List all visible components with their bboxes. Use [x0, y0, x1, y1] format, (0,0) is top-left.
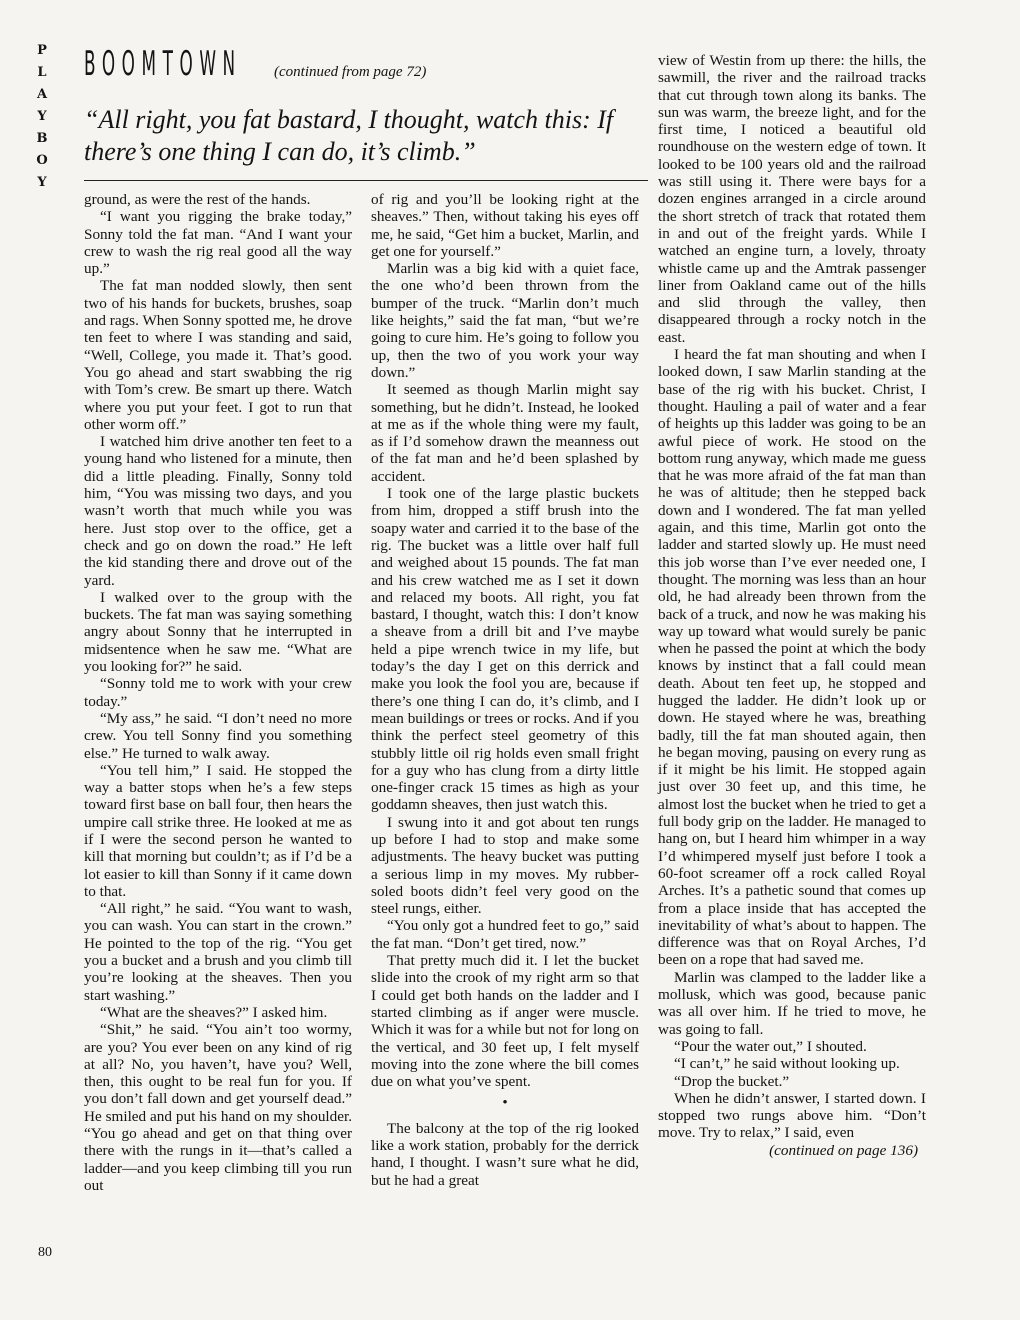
paragraph: The balcony at the top of the rig looked like a work station, probably for the derrick hand, I thought. I wasn’t sure what he did, but he had a great — [371, 1119, 639, 1189]
side-label-letter: Y — [37, 175, 47, 190]
paragraph: “Drop the bucket.” — [674, 1072, 790, 1090]
paragraph: That pretty much did it. I let the bucket slide into the crook of my right arm so that I could get both hands on the ladder and I started climbing as if anger were muscle. Which it was for a while but not for long on the vertical, and 30 feet up, I felt myself moving into the zone where the bill comes due on what you’ve spent. — [371, 952, 639, 1091]
article-title: BOOMTOWN — [84, 44, 242, 84]
text-column-1 — [84, 191, 352, 1194]
side-label-letter: O — [36, 153, 48, 168]
side-label-letter: Y — [37, 109, 47, 124]
paragraph: “You only got a hundred feet to go,” said the fat man. “Don’t get tired, now.” — [371, 917, 639, 952]
paragraph: Marlin was a big kid with a quiet face, the one who’d been thrown from the bumper of the truck. “Marlin don’t much like heights,” said the fat man, “but we’re going to cure him. He’s going to follow you up, then the two of you work your way down.” — [371, 260, 639, 381]
side-label-letter: P — [37, 43, 47, 58]
paragraph: It seemed as though Marlin might say something, but he didn’t. Instead, he looked at me as if the whole thing were my fault, as if I’d somehow drawn the meanness out of the fat man and he’d been splashed by accident. — [371, 381, 639, 485]
paragraph: The fat man nodded slowly, then sent two of his hands for buckets, brushes, soap and rags. When Sonny spotted me, he drove ten feet to where I was standing and said, “Well, College, you made it. That’s good. You go ahead and start swabbing the rig with Tom’s crew. Be smart up there. Watch where you put your feet. I got to run that other worm off.” — [84, 277, 352, 433]
paragraph: view of Westin from up there: the hills, the sawmill, the river and the railroad tracks that cut through town along its banks. The sun was warm, the breeze light, and for the first time, I noticed a beautiful old roundhouse on the western edge of town. It looked to be 100 years old and the railroad was still using it. There were bays for a dozen engines arranged in a circle around the short stretch of track that rotated them in and out of the freight yards. While I watched an engine turn, a lovely, throaty whistle came up and the Amtrak passenger liner from Oakland came out of the hills and slid through the valley, then disappeared through a rocky notch in the east. — [658, 52, 926, 346]
paragraph: “I can’t,” he said without looking up. — [674, 1055, 900, 1073]
paragraph: of rig and you’ll be looking right at the sheaves.” Then, without taking his eyes off me, he said, “Get him a bucket, Marlin, and get one for yourself.” — [371, 191, 639, 260]
continued-on-note: (continued on page 136) — [769, 1141, 918, 1159]
paragraph: “Pour the water out,” I shouted. — [674, 1037, 867, 1055]
magazine-side-label — [30, 40, 54, 194]
paragraph: “Shit,” he said. “You ain’t too wormy, are you? You ever been on any kind of rig at all? No, you haven’t, have you? Well, then, this ought to be real fun for you. If you don’t fall down and get yourself dead.” He smiled and put his hand on my shoulder. “You go ahead and get on that thing over there with the rungs in it—that’s called a ladder—and you keep climbing till you run out — [84, 1021, 352, 1194]
paragraph: “You tell him,” I said. He stopped the way a batter stops when he’s a few steps toward first base on ball four, then hears the umpire call strike three. He looked at me as if I were the second person he wanted to kill that morning but couldn’t; as if I’d be a lot easier to kill than Sonny if it came down to that. — [84, 761, 352, 900]
text-column-3 — [658, 52, 926, 1159]
paragraph: I heard the fat man shouting and when I looked down, I saw Marlin standing at the base of the rig with his bucket. Christ, I thought. Hauling a pail of water and a fear of heights up this ladder was going to be an awful piece of work. He stood on the bottom rung anyway, which made me guess that he was more afraid of the fat man than he was of altitude; then he stepped back down and I wondered. The fat man yelled again, and this time, Marlin got onto the ladder and started slowly up. He must need this job worse than I’ve ever needed one, I thought. The morning was less than an hour old, he had already been thrown from the back of a truck, and now he was making his way up toward what would surely be panic when he passed the point at which the body knows by instinct that a fall could mean death. About ten feet up, he stopped and hugged the ladder. He didn’t look up or down. He stayed where he was, breathing badly, till the fat man shouted again, then he began moving, pausing on every rung as if it might be his limit. He stopped again just over 30 feet up, and this time, he almost lost the bucket when he tried to get a full body grip on the ladder. He managed to hang on, but I heard him whimper in a way I’d whimpered myself just before I took a 60-foot screamer off a rock called Royal Arches. It’s a pathetic sound that comes up from a place inside that has accepted the inevitability of what’s about to happen. The difference was that on Royal Arches, I’d been on a rope that had saved me. — [658, 346, 926, 969]
continued-from-note: (continued from page 72) — [274, 64, 427, 80]
paragraph: I walked over to the group with the buckets. The fat man was saying something angry about Sonny that he interrupted in midsentence when he saw me. “What are you looking for?” he said. — [84, 588, 352, 676]
text-column-2 — [371, 191, 639, 1189]
page-number: 80 — [38, 1245, 52, 1260]
paragraph: “My ass,” he said. “I don’t need no more crew. You tell Sonny find you something else.” He turned to walk away. — [84, 709, 352, 762]
paragraph: When he didn’t answer, I started down. I stopped two rungs above him. “Don’t move. Try to relax,” I said, even — [658, 1089, 926, 1142]
paragraph: “All right,” he said. “You want to wash, you can wash. You can start in the crown.” He pointed to the top of the rig. “You get you a bucket and a brush and you climb till you’re looking at the sheaves. Then you start washing.” — [84, 900, 352, 1004]
side-label-letter: A — [36, 87, 48, 102]
paragraph: “Sonny told me to work with your crew today.” — [84, 675, 352, 710]
divider-rule — [84, 180, 648, 181]
paragraph: Marlin was clamped to the ladder like a mollusk, which was good, because panic was all over him. If he tried to move, he was going to fall. — [658, 968, 926, 1038]
paragraph: I swung into it and got about ten rungs up before I had to stop and make some adjustments. The heavy bucket was putting a serious limp in my moves. My rubber-soled boots didn’t feel very good on the steel rungs, either. — [371, 813, 639, 918]
paragraph: I watched him drive another ten feet to a young hand who listened for a minute, then did a little pleading. Finally, Sonny told him, “You was missing two days, and you wasn’t worth that much while you was here. Just stop over to the office, get a check and go on down the road.” He left the kid standing there and drove out of the yard. — [84, 433, 352, 589]
paragraph: ground, as were the rest of the hands. — [84, 191, 311, 208]
side-label-letter: B — [36, 131, 48, 146]
pull-quote: “All right, you fat bastard, I thought, watch this: If there’s one thing I can do, it’s climb.” — [84, 105, 614, 166]
paragraph: “What are the sheaves?” I asked him. — [100, 1003, 328, 1021]
side-label-letter: L — [37, 65, 47, 80]
section-break-bullet: • — [502, 1094, 508, 1112]
paragraph: I took one of the large plastic buckets from him, dropped a stiff brush into the soapy water and carried it to the base of the rig. The bucket was a little over half full and weighed about 15 pounds. The fat man and his crew watched me as I set it down and relaced my boots. All right, you fat bastard, I thought, watch this: I don’t know a sheave from a drill bit and I’ve maybe held a pipe wrench twice in my life, but today’s the day I get on this derrick and make you look the fool you are, because if there’s one thing I can do, it’s climb, and I mean buildings or trees or rocks. And if you think the perfect steel geometry of this stubbly little oil rig holds even small fright for a guy who has clung from a dirty little one-finger crack 15 times as high as your goddamn sheaves, then just watch this. — [371, 485, 639, 814]
paragraph: “I want you rigging the brake today,” Sonny told the fat man. “And I want your crew to wash the rig real good all the way up.” — [84, 208, 352, 278]
